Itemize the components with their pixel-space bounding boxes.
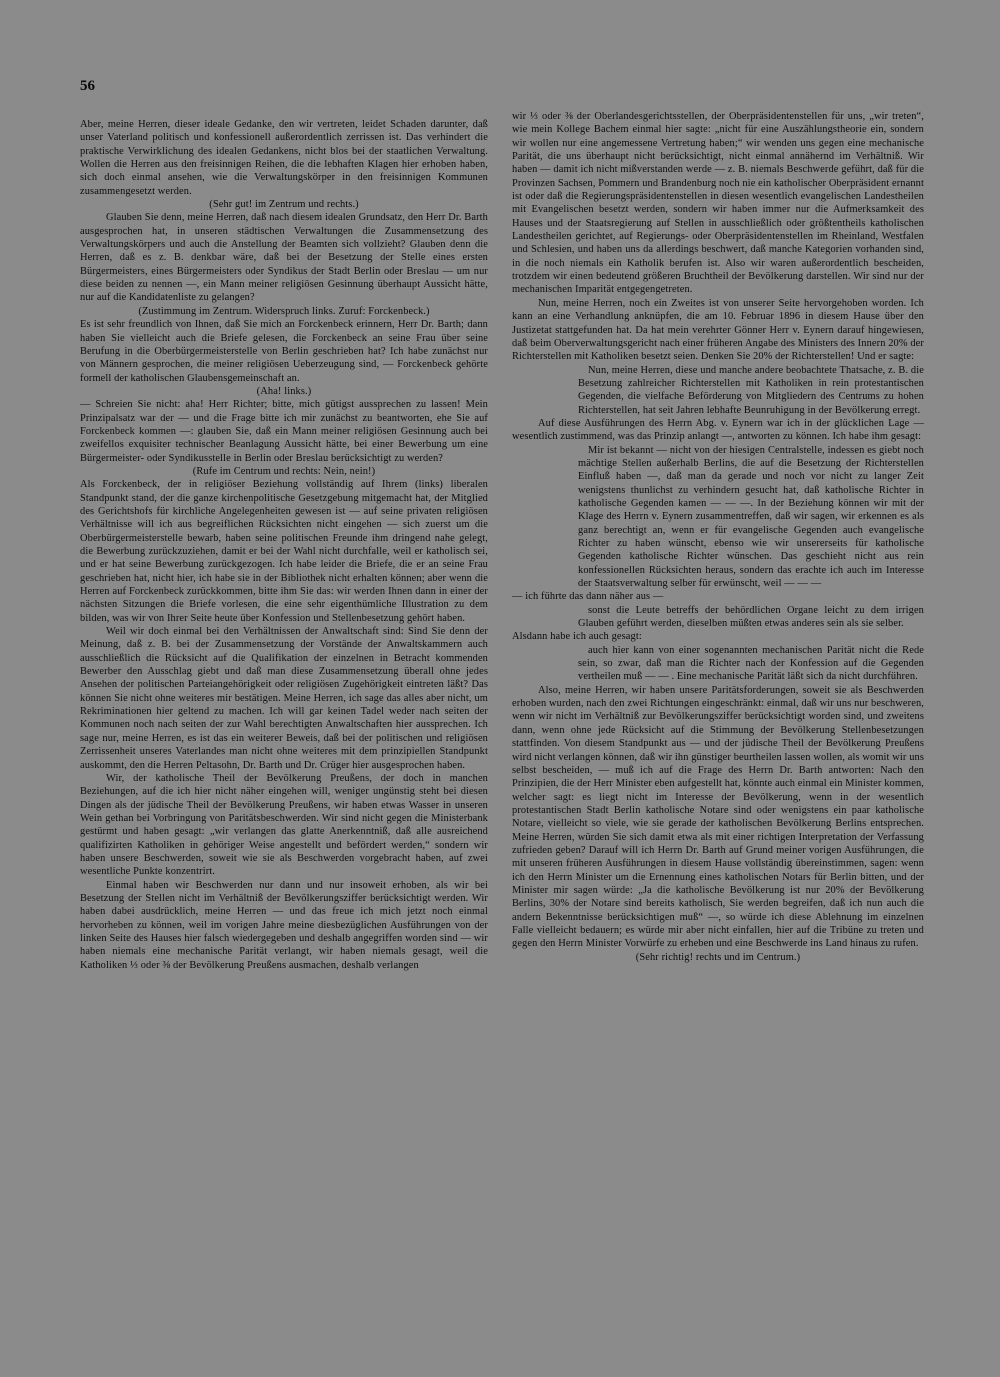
interjection: (Sehr richtig! rechts und im Centrum.) (635, 951, 801, 963)
paragraph: Wir, der katholische Theil der Bevölkerung Preußens, der doch in manchen Beziehungen, auf die ich hier nicht näher eingehen will, weniger ungünstig steht bei diesen Dingen als der jüdische Theil der Bevölkerung Preußens, wir haben etwas Wasser in unseren Wein gethan bei Vorbringung von Paritätsbeschwerden. Wir sind nicht gegen die Ministerbank gestürmt und haben gesagt: „wir verlangen das glatte Anerkenntniß, daß alle ausreichend qualifizirten Katholiken in gehöriger Weise angestellt und befördert werden,“ sondern wir haben unsere Beschwerden, soweit wie sie als Beschwerden vorgebracht haben, auf zwei wesentliche Punkte konzentrirt. (80, 772, 488, 878)
paragraph: Weil wir doch einmal bei den Verhältnissen der Anwaltschaft sind: Sind Sie denn der Meinung, daß z. B. bei der Zusammensetzung der Vorstände der Anwaltskammern auch ausschließlich die Rücksicht auf die Qualifikation der einzelnen in Betracht kommenden Bewerber den Ausschlag giebt und daß man diese Zusammensetzung überall ohne jedes Ansehen der politischen Parteiangehörigkeit oder religiösen Zugehörigkeit eintreten läßt? Das können Sie nicht ohne weiteres mir bestätigen. Meine Herren, ich sage das alles aber nicht, um Rekriminationen hier geltend zu machen. Ich will gar keinen Tadel weder nach seiten der Kommunen noch nach seiten der zur Wahl berechtigten Anwaltschaften hier aussprechen. Ich sage nur, meine Herren, es ist das ein weiterer Beweis, daß bei der politischen und religiösen Zerrissenheit unseres Vaterlandes man nicht ohne weiteres mit dem prinzipiellen Standpunkt auskommt, den die Herren Peltasohn, Dr. Barth und Dr. Crüger hier ausgesprochen haben. (80, 626, 488, 771)
paragraph: — Schreien Sie nicht: aha! Herr Richter; bitte, mich gütigst aussprechen zu lassen! Mein Prinzipalsatz war der — und die Frage bitte ich mir zunächst zu beantworten, ehe Sie auf Forckenbeck kommen —: glauben Sie, daß ein Mann meiner religiösen Gesinnung auch bei zweifellos exquisiter technischer Beanlagung Aussicht hätte, bei einer Bewerbung um eine Bürgermeister- oder Syndikusstelle in Berlin oder Breslau berücksichtigt zu werden? (80, 399, 488, 464)
paragraph: Als Forckenbeck, der in religiöser Beziehung vollständig auf Ihrem (links) liberalen Standpunkt stand, der die ganze kirchenpolitische Gesetzgebung mitgemacht hat, der Mitglied des Gerichtshofs für kirchliche Angelegenheiten gewesen ist — auf seine privaten religiösen Verhältnisse will ich aus begreiflichen Rücksichten nicht eingehen — sich zuerst um die Oberbürgermeisterstelle bewarb, haben seine politischen Freunde ihm dringend nahe gelegt, die Bewerbung zurückzuziehen, damit er bei der Wahl nicht durchfalle, weil er katholisch sei, und er hat seine Bewerbung zurückgezogen. Ich habe leider die Briefe, die er an seine Frau geschrieben hat, nicht hier, ich habe sie in der Bibliothek nicht erhalten können; aber wenn die Herren auf Forckenbeck zurückkommen, bitte ihm Sie das: wir werden Ihnen dann in einer der nächsten Sitzungen die Briefe vorlesen, die eine sehr eigenthümliche Illustration zu dem bilden, was wir von Ihrer Seite heute über Konfession und Stellenbesetzung gehört haben. (80, 479, 488, 624)
left-column (80, 118, 488, 972)
quoted-passage: Mir ist bekannt — nicht von der hiesigen Centralstelle, indessen es giebt noch mächtige Stellen außerhalb Berlins, die auf die Besetzung der Richterstellen Einfluß haben —, daß man da gerade und noch vor nicht zu langer Zeit wenigstens thunlichst zu verhindern gesucht hat, daß katholische Richter in katholische Gegenden kamen — — —. In der Beziehung können wir mit der Klage des Herrn v. Eynern zusammentreffen, daß wir sagen, wir erkennen es als ganz berechtigt an, wenn er für evangelische Gegenden auch evangelische Richter zu haben wünscht, ebenso wie wir unsererseits für katholische Gegenden katholische Richter wünschen. Das geschieht nicht aus rein konfessionellen Rücksichten heraus, sondern das erachte ich auch im Interesse der Staatsverwaltung selber für erwünscht, weil — — — (578, 444, 924, 590)
interjection: (Sehr gut! im Zentrum und rechts.) (209, 199, 359, 211)
quoted-passage: Nun, meine Herren, diese und manche andere beobachtete Thatsache, z. B. die Besetzung zahlreicher Richterstellen mit Katholiken in rein protestantischen Gegenden, die vielfache Beförderung von Mitgliedern des Centrums zu hohen Richterstellen, hat seit Jahren lebhafte Beunruhigung in der Bevölkerung erregt. (578, 364, 924, 416)
paragraph: — ich führte das dann näher aus — (512, 591, 664, 603)
paragraph: Nun, meine Herren, noch ein Zweites ist von unserer Seite hervorgehoben worden. Ich kann an eine Verhandlung anknüpfen, die am 10. Februar 1896 in diesem Hause über den Justizetat stattgefunden hat. Da hat mein verehrter Gönner Herr v. Eynern darauf hingewiesen, daß beim Oberverwaltungsgericht nach einer früheren Angabe des Ministers des Innern 20% der Richterstellen mit Katholiken besetzt seien. Denken Sie 20% der Richterstellen! Und er sagte: (512, 297, 924, 363)
interjection: (Aha! links.) (256, 385, 312, 397)
paragraph: Alsdann habe ich auch gesagt: (512, 631, 642, 643)
right-column (512, 110, 924, 964)
quoted-passage: sonst die Leute betreffs der behördlichen Organe leicht zu dem irrigen Glauben geführt werden, dieselben müßten etwas anderes sein als sie selber. (578, 604, 924, 630)
paragraph: Auf diese Ausführungen des Herrn Abg. v. Eynern war ich in der glücklichen Lage — wesentlich zustimmend, was das Prinzip anlangt —, antworten zu können. Ich habe ihm gesagt: (512, 417, 924, 443)
interjection: (Zustimmung im Zentrum. Widerspruch links. Zuruf: Forckenbeck.) (138, 305, 430, 317)
paragraph: wir ⅓ oder ⅜ der Oberlandesgerichtsstellen, der Oberpräsidentenstellen für uns, „wir treten“, wie mein Kollege Bachem einmal hier sagte: „nicht für eine Auszählungstheorie ein, sondern wir wollen nur eine angemessene Vertretung haben;“ wir wenden uns gegen eine mechanische Parität, die uns überhaupt nicht berücksichtigt, nicht einmal annähernd im Verhältniß. Wir haben — damit ich nicht mißverstanden werde — z. B. niemals Beschwerde geführt, daß für die Provinzen Sachsen, Pommern und Brandenburg noch nie ein katholischer Oberpräsident ernannt ist oder daß die Regierungspräsidentenstellen in diesen wesentlich evangelischen Landestheilen mit Evangelischen besetzt werden, sondern wir haben immer nur die Aufmerksamkeit des Hauses und der Staatsregierung auf Stellen in ausschließlich oder größtentheils katholischen Landestheilen gerichtet, auf Regierungs- oder Oberpräsidentenstellen im Rheinland, Westfalen und Schlesien, und haben uns da allerdings beschwert, daß manche Kategorien vorhanden sind, in die noch niemals ein Katholik berufen ist. Also wir waren außerordentlich bescheiden, trotzdem wir einen bedeutend größeren Bruchtheil der Bevölkerung darstellen. Wir sind nur der mechanischen Imparität entgegengetreten. (512, 111, 924, 296)
paragraph: Also, meine Herren, wir haben unsere Paritätsforderungen, soweit sie als Beschwerden erhoben wurden, nach den zwei Richtungen eingeschränkt: einmal, daß wir uns nur beschweren, wenn wir nicht im Verhältniß zur Bevölkerungsziffer berücksichtigt worden sind, und zweitens dann, wenn ohne jede Rücksicht auf die Stimmung der Bevölkerung Stellenbesetzungen stattfinden. Von diesem Standpunkt aus — und der jüdische Theil der Bevölkerung Preußens wird nicht verlangen können, daß wir ihn günstiger beurtheilen lassen wollen, als womit wir uns selbst bescheiden, — muß ich auf die Frage des Herrn Dr. Barth antworten: Nach den Prinzipien, die der Herr Minister eben aufgestellt hat, könnte auch einmal ein Minister kommen, welcher sagt: es liegt nicht im Interesse der Bevölkerung, wenn in der wesentlich protestantischen Stadt Berlin katholische Notare sind oder wenigstens ein paar katholische Notare, vielleicht so viele, wie sie gerade der katholischen Bevölkerung Berlins entsprechen. Meine Herren, würden Sie sich damit etwa als mit einer richtigen Interpretation der Verfassung zufrieden geben? Darauf will ich Herrn Dr. Barth auf Grund meiner vorigen Ausführungen, die mit unseren früheren Ausführungen in diesem Hause vollständig übereinstimmen, sagen: wenn ich den Herrn Minister um die Ernennung eines katholischen Notars für Berlin bitten, und der Minister mir sagen würde: „Ja die katholische Bevölkerung ist nur 20% der Bevölkerung Berlins, 30% der Notare sind bereits katholisch, Sie werden begreifen, daß ich nun auch die andern Bekenntnisse berücksichtigen muß“ —, so würde ich diese Ablehnung im einzelnen Falle vielleicht bedauern; es würde mir aber nicht einfallen, hier auf die Tribüne zu treten und gegen den Herrn Minister Vorwürfe zu erheben und eine Beschwerde ins Land hinaus zu rufen. (512, 684, 924, 950)
paragraph: Einmal haben wir Beschwerden nur dann und nur insoweit erhoben, als wir bei Besetzung der Stellen nicht im Verhältniß der Bevölkerungsziffer berücksichtigt werden. Wir haben dabei ausdrücklich, meine Herren — und das freue ich mich jetzt noch einmal hervorheben zu können, weil im vorigen Jahre meine diesbezüglichen Ausführungen von der linken Seite des Hauses hier falsch wiedergegeben und deshalb angegriffen worden sind — wir haben niemals eine mechanische Parität verlangt, wir haben niemals gesagt, weil die Katholiken ⅓ oder ⅜ der Bevölkerung Preußens ausmachen, deshalb verlangen (80, 879, 488, 971)
quoted-passage: auch hier kann von einer sogenannten mechanischen Parität nicht die Rede sein, so zwar, daß man die Richter nach der Konfession auf die Gegenden vertheilen muß — — . Eine mechanische Parität läßt sich da nicht durchführen. (578, 644, 924, 683)
paragraph: Glauben Sie denn, meine Herren, daß nach diesem idealen Grundsatz, den Herr Dr. Barth ausgesprochen hat, in unseren städtischen Verwaltungen die Zusammensetzung des Verwaltungskörpers und auch die Anstellung der Beamten sich vollzieht? Glauben denn die Herren, daß es z. B. denkbar wäre, daß bei der Besetzung der Stelle eines ersten Bürgermeisters, eines Bürgermeisters oder Syndikus der Stadt Berlin oder Breslau — um nur diese beiden zu nennen —, ein Mann meiner religiösen Gesinnung überhaupt Aussicht hätte, nur auf die Kandidatenliste zu gelangen? (80, 212, 488, 304)
interjection: (Rufe im Centrum und rechts: Nein, nein!) (192, 465, 376, 477)
page-number: 56 (80, 78, 95, 94)
paragraph: Aber, meine Herren, dieser ideale Gedanke, den wir vertreten, leidet Schaden darunter, daß unser Vaterland politisch und konfessionell außerordentlich zerrissen ist. Das verhindert die praktische Verwirklichung des idealen Gedankens, nicht blos bei der staatlichen Verwaltung. Wollen die Herren aus den freisinnigen Reihen, die die lebhaften Klagen hier erhoben haben, sich doch einmal ansehen, wie die Verwaltungskörper in den freisinnigen Kommunen zusammengesetzt werden. (80, 119, 488, 197)
paragraph: Es ist sehr freundlich von Ihnen, daß Sie mich an Forckenbeck erinnern, Herr Dr. Barth; dann haben Sie vielleicht auch die Briefe gelesen, die Forckenbeck an seine Frau über seine Berufung in die Oberbürgermeisterstelle von Berlin geschrieben hat? Ich habe zunächst nur von Männern gesprochen, die meiner religiösen Ueberzeugung sind, — Forckenbeck gehörte formell der katholischen Glaubensgemeinschaft an. (80, 319, 488, 384)
